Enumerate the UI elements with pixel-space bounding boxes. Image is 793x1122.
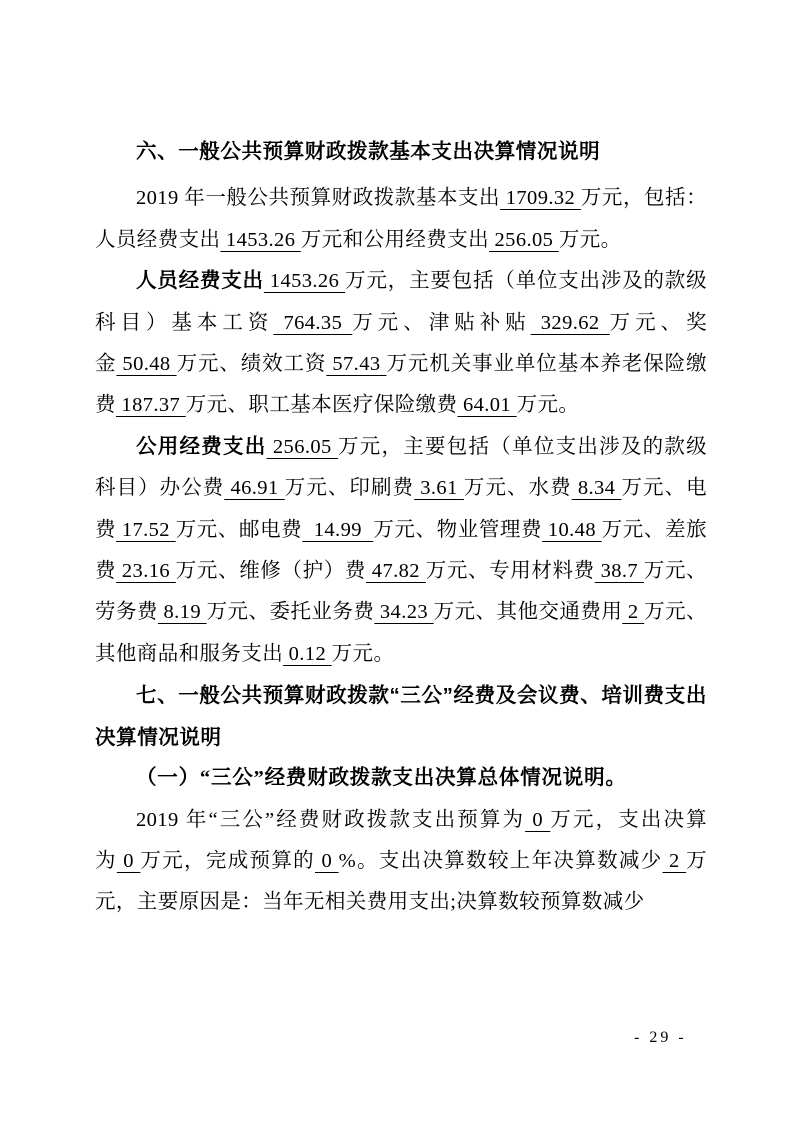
text-run: %。支出决算数较上年决算数减少 — [338, 849, 663, 872]
text-run: 万元，主要包括（单位支出涉及的款级科目）办公费 — [95, 435, 707, 500]
bold-text-run: 公用经费支出 — [136, 435, 267, 458]
underlined-value: 256.05 — [489, 228, 559, 251]
text-run: 万元。 — [331, 642, 395, 665]
underlined-value: 38.7 — [594, 560, 644, 583]
text-run: 万元。 — [516, 394, 580, 417]
text-run: 万元、物业管理费 — [373, 518, 543, 541]
text-run: 万元，支出决算为 — [95, 808, 707, 872]
underlined-value: 50.48 — [116, 353, 177, 376]
text-run: 2019 年“三公”经费财政拨款支出预算为 — [136, 808, 526, 831]
text-run: 万元、奖金 — [95, 311, 707, 376]
text-run: 万元、专用材料费 — [425, 560, 595, 583]
underlined-value: 1453.26 — [220, 228, 301, 251]
document-text-block — [95, 131, 707, 924]
para-basic-expenditure — [95, 178, 707, 261]
underlined-value: 57.43 — [326, 353, 387, 376]
text-run: 万元、其他商品和服务支出 — [95, 601, 708, 665]
para-public-expenditure — [95, 427, 707, 675]
underlined-value: 2 — [662, 849, 687, 872]
underlined-value: 2 — [622, 601, 645, 624]
text-run: 万元，包括：人员经费支出 — [95, 187, 708, 251]
text-run: 万元和公用经费支出 — [300, 228, 489, 251]
underlined-value: 10.48 — [542, 518, 602, 541]
underlined-value: 17.52 — [116, 518, 176, 541]
para-personnel-expenditure — [95, 261, 707, 427]
text-run: 万元、职工基本医疗保险缴费 — [185, 394, 458, 417]
text-run: 万元、邮电费 — [175, 518, 303, 541]
text-run: 万元、劳务费 — [95, 560, 707, 624]
text-run: 万元、电费 — [95, 477, 708, 541]
text-run: 2019 年一般公共预算财政拨款基本支出 — [136, 187, 501, 210]
text-run: 万元，主要包括（单位支出涉及的款级科目）基本工资 — [95, 270, 707, 334]
text-run: 万元。 — [558, 228, 622, 251]
underlined-value: 47.82 — [366, 560, 426, 583]
text-run: 万元，完成预算的 — [140, 849, 316, 872]
underlined-value: 1709.32 — [500, 187, 581, 210]
underlined-value: 14.99 — [302, 518, 374, 541]
text-run: 万元、印刷费 — [284, 477, 415, 500]
text-run: 万元、津贴补贴 — [352, 311, 531, 334]
text-run: 万元、差旅费 — [95, 518, 707, 583]
underlined-value: 0 — [315, 849, 339, 872]
text-run: 万元机关事业单位基本养老保险缴费 — [95, 353, 707, 417]
bold-text-run: 人员经费支出 — [136, 270, 264, 293]
underlined-value: 46.91 — [224, 477, 285, 500]
text-run: 万元、水费 — [463, 477, 572, 500]
underlined-value: 64.01 — [457, 394, 517, 417]
underlined-value: 1453.26 — [263, 270, 346, 293]
text-run: 万元、维修（护）费 — [175, 560, 367, 583]
para-sangong-details — [95, 800, 707, 924]
underlined-value: 34.23 — [374, 601, 434, 624]
text-run: 万元、其他交通费用 — [433, 601, 623, 624]
underlined-value: 764.35 — [273, 311, 353, 334]
underlined-value: 256.05 — [266, 435, 339, 458]
section-seven-heading: 七、一般公共预算财政拨款“三公”经费及会议费、培训费支出决算情况说明 — [95, 684, 707, 749]
text-run: 万元、委托业务费 — [206, 601, 375, 624]
text-run: 万元，主要原因是：当年无相关费用支出;决算数较预算数减少 — [95, 849, 708, 914]
underlined-value: 23.16 — [116, 560, 176, 583]
underlined-value: 0 — [116, 849, 141, 872]
underlined-value: 3.61 — [414, 477, 464, 500]
subheading-sangong-overview: （一）“三公”经费财政拨款支出决算总体情况说明。 — [136, 767, 627, 790]
underlined-value: 329.62 — [530, 311, 610, 334]
text-run: 万元、绩效工资 — [176, 353, 327, 376]
underlined-value: 8.19 — [157, 601, 207, 624]
underlined-value: 0.12 — [283, 642, 332, 665]
underlined-value: 187.37 — [115, 394, 186, 417]
page-number: - 29 - — [634, 1029, 687, 1046]
section-six-heading: 六、一般公共预算财政拨款基本支出决算情况说明 — [136, 140, 601, 163]
underlined-value: 8.34 — [571, 477, 622, 500]
underlined-value: 0 — [525, 808, 551, 831]
